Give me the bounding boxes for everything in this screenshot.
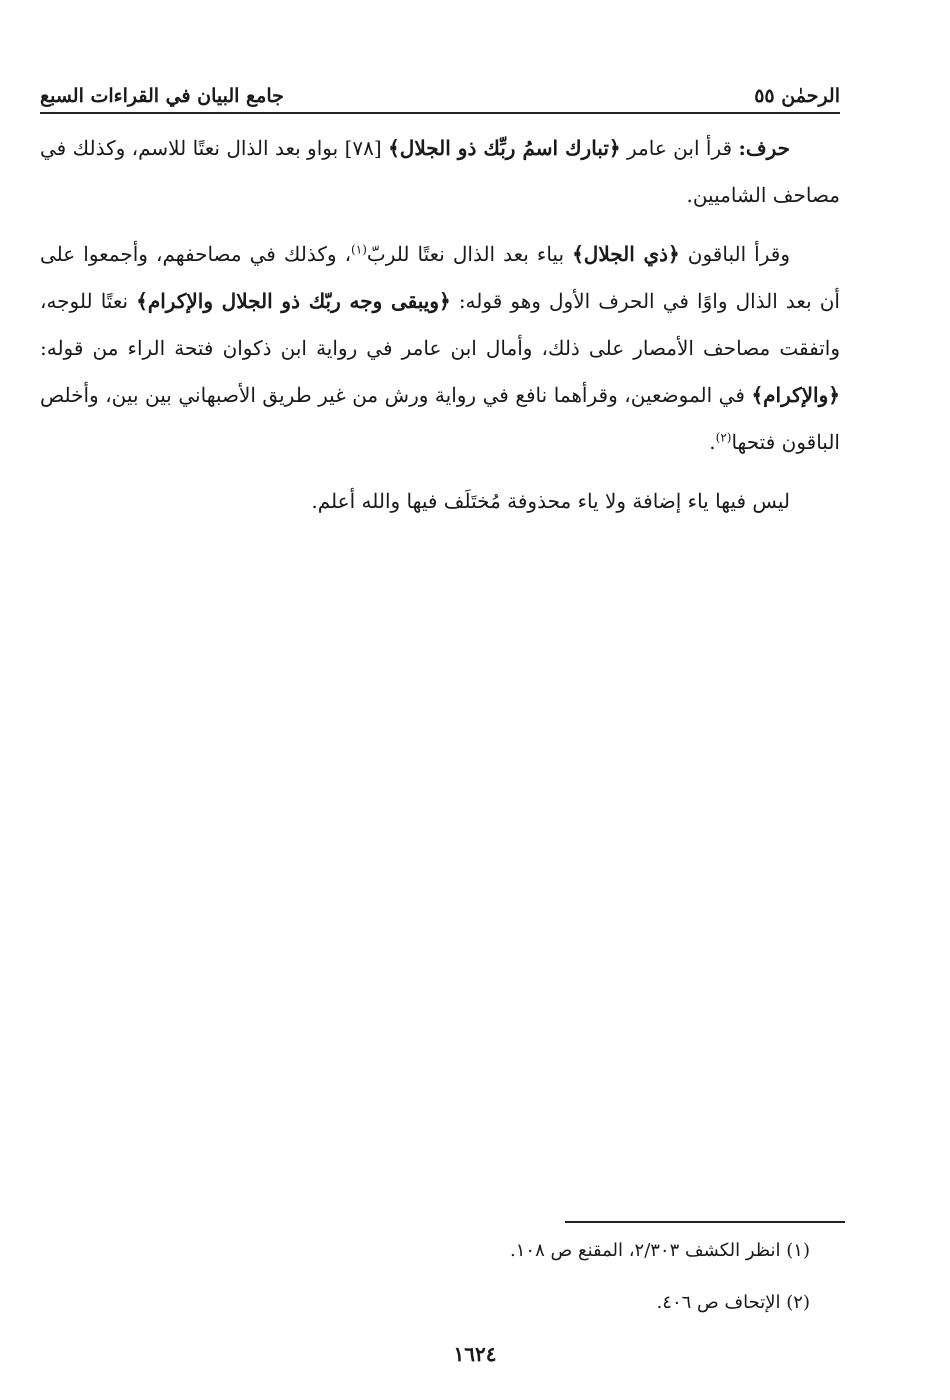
text-span: ليس فيها ياء إضافة ولا ياء محذوفة مُختَلَف فيها والله أعلم.: [311, 489, 790, 513]
running-header: [40, 70, 840, 106]
header-divider: [40, 112, 840, 114]
footnote-2: (٢) الإتحاف ص ٤٠٦.: [656, 1292, 810, 1313]
footnote-1: (١) انظر الكشف ٢/٣٠٣، المقنع ص ١٠٨.: [510, 1240, 810, 1261]
footnote-divider: [565, 1221, 845, 1223]
paragraph-1: [40, 125, 840, 219]
text-span: [٧٨] بواو بعد الذال نعتًا للاسم، وكذلك في مصاحف الشاميين.: [40, 136, 840, 207]
paragraph-2: [40, 231, 840, 466]
text-span: في الموضعين، وقرأهما نافع في رواية ورش من غير طريق الأصبهاني بين بين، وأخلص الباقون فتحها: [40, 383, 840, 454]
text-span: بياء بعد الذال نعتًا للربّ: [366, 242, 573, 266]
text-span: ، وكذلك في مصاحفهم، وأجمعوا على أن بعد الذال واوًا في الحرف الأول وهو قوله:: [40, 242, 840, 313]
paragraph-3: [40, 478, 840, 525]
quran-quote: ﴿تبارك اسمُ ربِّك ذو الجلال﴾: [388, 136, 621, 160]
page-number: ١٦٢٤: [453, 1342, 497, 1366]
text-span: قرأ ابن عامر: [620, 136, 739, 160]
footnote-ref-2: (٢): [715, 430, 732, 445]
footnote-ref-1: (١): [351, 242, 367, 257]
quran-quote: ﴿والإكرام﴾: [751, 383, 840, 407]
footnotes: [40, 1238, 810, 1342]
quran-quote: ﴿ذي الجلال﴾: [572, 242, 680, 266]
book-title: جامع البيان في القراءات السبع: [40, 85, 284, 107]
text-span: .: [709, 430, 716, 454]
text-span: وقرأ الباقون: [679, 242, 790, 266]
text-span: نعتًا للوجه، واتفقت مصاحف الأمصار على ذلك، وأمال ابن عامر في رواية ابن ذكوان فتحة الراء من قوله:: [40, 289, 840, 360]
surah-page-label: الرحمٰن ٥٥: [754, 85, 840, 107]
section-label: حرف:: [738, 136, 790, 160]
main-text: [40, 125, 840, 525]
quran-quote: ﴿ويبقى وجه ربّك ذو الجلال والإكرام﴾: [136, 289, 451, 313]
